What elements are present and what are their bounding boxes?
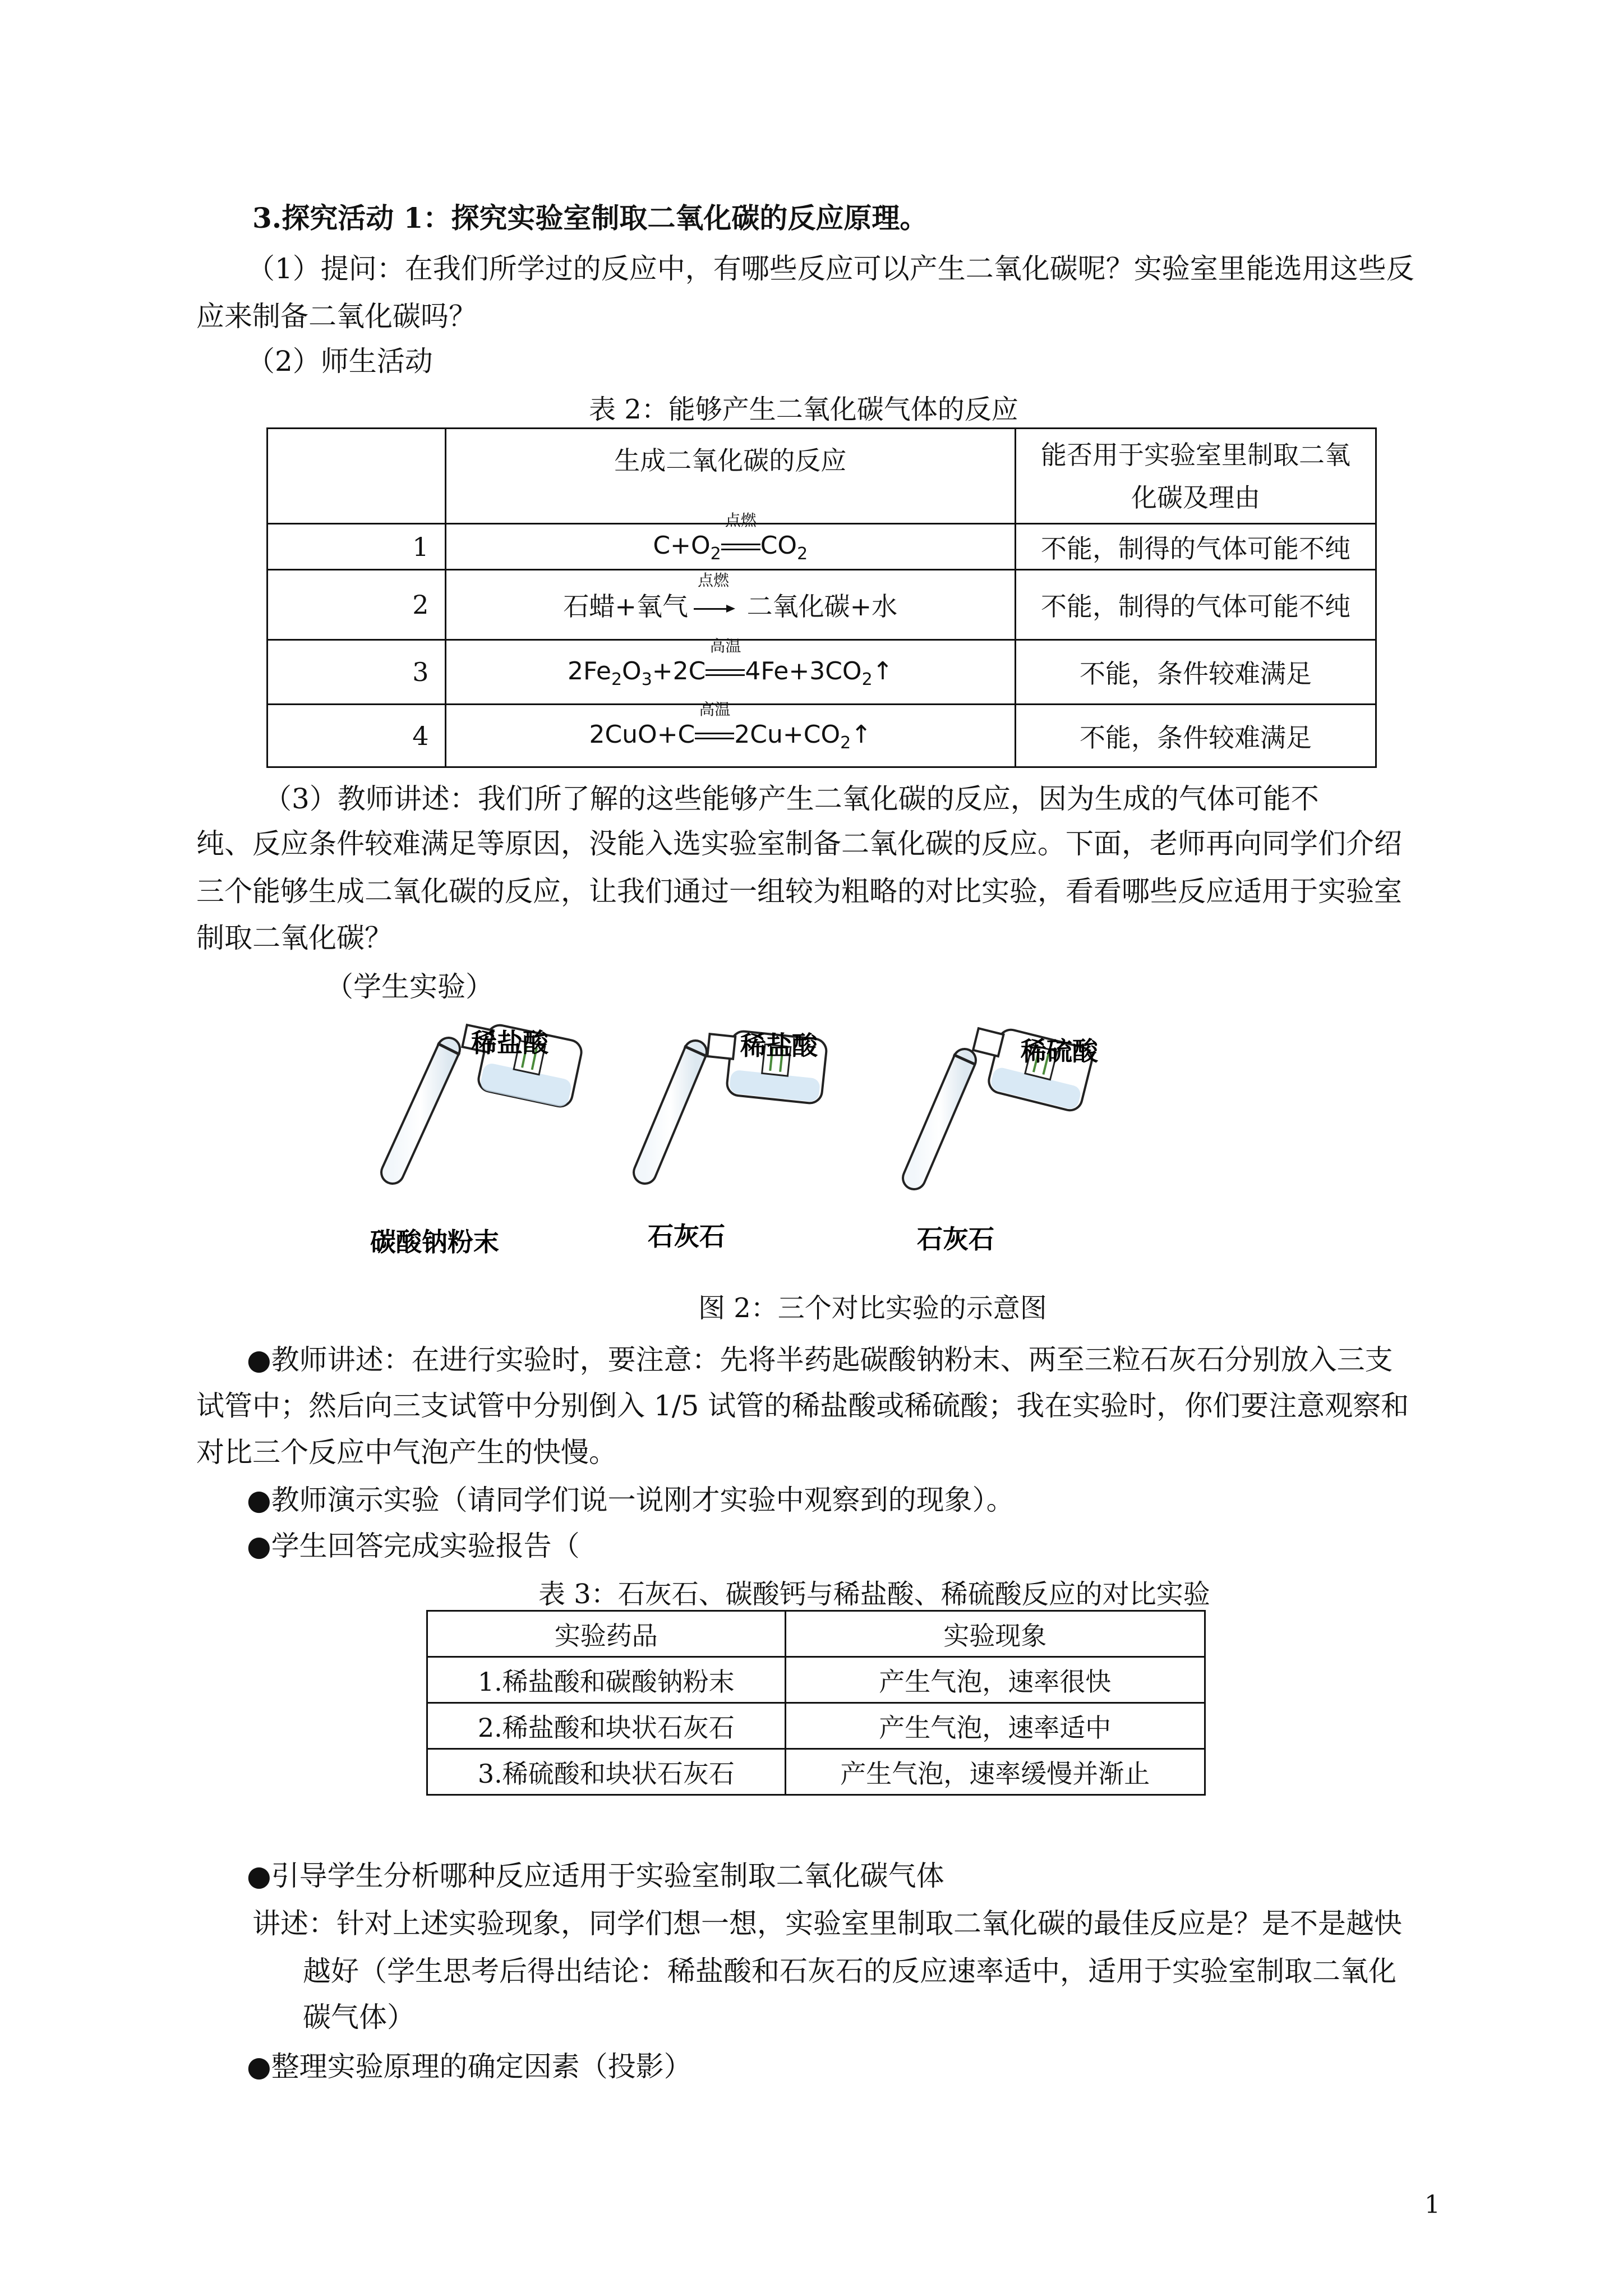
- tube-2-label: 石灰石: [648, 1221, 725, 1251]
- table-row: [268, 640, 1376, 705]
- table-2-header-row: [268, 429, 1376, 524]
- table-row: [268, 524, 1376, 570]
- table-2-header-reaction: 生成二氧化碳的反应: [445, 429, 1016, 524]
- teacher-talk-line-4: 制取二氧化碳？: [196, 922, 393, 954]
- table-2: [266, 427, 1377, 768]
- reactants-part: O: [622, 656, 642, 685]
- question-2: （2）师生活动: [247, 345, 433, 378]
- page-number: 1: [1424, 2191, 1440, 2219]
- condition-label: 点燃: [697, 571, 729, 590]
- talk-line-3: 碳气体）: [303, 2001, 415, 2033]
- reaction-condition: [688, 571, 739, 622]
- row-number: 2: [268, 570, 446, 640]
- reaction-condition: [706, 636, 745, 685]
- reactants: 2CuO+C: [589, 720, 695, 749]
- reaction-condition: [695, 700, 734, 749]
- gas-arrow: ↑: [872, 656, 893, 685]
- table-2-header-reason: [1016, 429, 1376, 524]
- reaction-condition: [721, 511, 760, 560]
- subscript: 3: [641, 669, 652, 689]
- experiment-figure: [370, 1004, 1166, 1273]
- products: 4Fe+3CO: [745, 656, 862, 685]
- subscript: 2: [710, 544, 721, 564]
- table-row: [268, 570, 1376, 640]
- bullet-3: ●学生回答完成实验报告（: [247, 1530, 580, 1562]
- phenomenon-cell: 产生气泡，速率适中: [785, 1703, 1205, 1749]
- talk-line-1: 讲述：针对上述实验现象，同学们想一想，实验室里制取二氧化碳的最佳反应是？是不是越快: [252, 1907, 1402, 1940]
- bullet-1-line-2: 试管中；然后向三支试管中分别倒入 1/5 试管的稀盐酸或稀硫酸；我在实验时，你们要注意观察和: [196, 1389, 1409, 1422]
- table-3: [426, 1610, 1206, 1796]
- table-2-header-reason-line-2: 化碳及理由: [1131, 482, 1261, 513]
- teacher-talk-line-3: 三个能够生成二氧化碳的反应，让我们通过一组较为粗略的对比实验，看看哪些反应适用于实验室: [196, 875, 1402, 908]
- gas-arrow: ↑: [851, 720, 872, 749]
- tube-3-label: 石灰石: [917, 1224, 994, 1254]
- reactants-part: +2C: [652, 656, 706, 685]
- subscript: 2: [861, 669, 873, 689]
- reagent-cell: 2.稀盐酸和块状石灰石: [427, 1703, 786, 1749]
- bottle-3-label: 稀硫酸: [1021, 1036, 1098, 1066]
- condition-label: 高温: [699, 700, 731, 719]
- table-row: [427, 1657, 1205, 1703]
- phenomenon-cell: 产生气泡，速率缓慢并渐止: [785, 1749, 1205, 1795]
- reaction-equation: [445, 636, 1016, 705]
- equals-sign: [706, 669, 745, 676]
- reason-cell: 不能，制得的气体可能不纯: [1016, 570, 1376, 640]
- student-experiment-label: （学生实验）: [325, 970, 494, 1003]
- subscript: 2: [840, 733, 851, 753]
- test-tube-1: [393, 1043, 460, 1172]
- table-3-header-row: [427, 1611, 1205, 1657]
- reason-cell: 不能，条件较难满足: [1016, 640, 1376, 705]
- talk-line-2: 越好（学生思考后得出结论：稀盐酸和石灰石的反应速率适中，适用于实验室制取二氧化: [303, 1955, 1396, 1987]
- products: 二氧化碳+水: [746, 591, 898, 622]
- bullet-2: ●教师演示实验（请同学们说一说刚才实验中观察到的现象）。: [247, 1484, 1015, 1516]
- reactants: 2Fe: [567, 656, 611, 685]
- condition-label: 点燃: [725, 511, 757, 530]
- row-number: 1: [268, 524, 446, 570]
- subscript: 2: [797, 544, 808, 564]
- figure-2-caption: 图 2：三个对比实验的示意图: [698, 1292, 1047, 1324]
- bullet-5: ●整理实验原理的确定因素（投影）: [247, 2050, 692, 2083]
- reactants: 石蜡+氧气: [563, 591, 688, 622]
- table-2-header-reason-line-1: 能否用于实验室里制取二氧: [1041, 439, 1351, 470]
- row-number: 4: [268, 705, 446, 767]
- reagent-cell: 1.稀盐酸和碳酸钠粉末: [427, 1657, 786, 1703]
- reason-cell: 不能，条件较难满足: [1016, 705, 1376, 767]
- table-2-caption: 表 2：能够产生二氧化碳气体的反应: [589, 394, 1018, 425]
- bullet-1-line-3: 对比三个反应中气泡产生的快慢。: [196, 1436, 617, 1469]
- phenomenon-cell: 产生气泡，速率很快: [785, 1657, 1205, 1703]
- bottle-1-label: 稀盐酸: [471, 1028, 548, 1058]
- tube-1-label: 碳酸钠粉末: [370, 1227, 499, 1257]
- question-1-line-2: 应来制备二氧化碳吗？: [196, 300, 477, 333]
- table-row: [427, 1703, 1205, 1749]
- table-2-header-empty: [268, 429, 446, 524]
- subscript: 2: [611, 669, 623, 689]
- bullet-4: ●引导学生分析哪种反应适用于实验室制取二氧化碳气体: [247, 1860, 944, 1892]
- test-tube-3: [914, 1055, 976, 1178]
- test-tube-2: [645, 1046, 707, 1172]
- equals-sign: [721, 544, 760, 550]
- reagent-cell: 3.稀硫酸和块状石灰石: [427, 1749, 786, 1795]
- bullet-1-line-1: ●教师讲述：在进行实验时，要注意：先将半药匙碳酸钠粉末、两至三粒石灰石分别放入三支: [247, 1343, 1393, 1376]
- reaction-equation: [445, 570, 1016, 640]
- table-3-header-reagents: 实验药品: [427, 1611, 786, 1657]
- row-number: 3: [268, 640, 446, 705]
- reaction-arrow: [694, 608, 733, 610]
- table-row: [268, 705, 1376, 767]
- condition-label: 高温: [709, 636, 741, 655]
- reason-cell: 不能，制得的气体可能不纯: [1016, 524, 1376, 570]
- teacher-talk-line-2: 纯、反应条件较难满足等原因，没能入选实验室制备二氧化碳的反应。下面，老师再向同学们介绍: [196, 827, 1402, 860]
- reaction-equation: [445, 511, 1016, 570]
- table-3-header-phenomena: 实验现象: [785, 1611, 1205, 1657]
- products: CO: [760, 531, 797, 560]
- products: 2Cu+CO: [734, 720, 841, 749]
- reaction-equation: [445, 700, 1016, 767]
- table-row: [427, 1749, 1205, 1795]
- bottle-2-label: 稀盐酸: [740, 1030, 818, 1061]
- reactants: C+O: [653, 531, 711, 560]
- section-heading: 3.探究活动 1：探究实验室制取二氧化碳的反应原理。: [252, 201, 928, 234]
- equals-sign: [695, 733, 734, 739]
- question-1-line-1: （1）提问：在我们所学过的反应中，有哪些反应可以产生二氧化碳呢？实验室里能选用这些反: [247, 252, 1414, 285]
- teacher-talk-line-1: （3）教师讲述：我们所了解的这些能够产生二氧化碳的反应，因为生成的气体可能不: [264, 783, 1319, 815]
- table-3-caption: 表 3：石灰石、碳酸钙与稀盐酸、稀硫酸反应的对比实验: [538, 1579, 1210, 1610]
